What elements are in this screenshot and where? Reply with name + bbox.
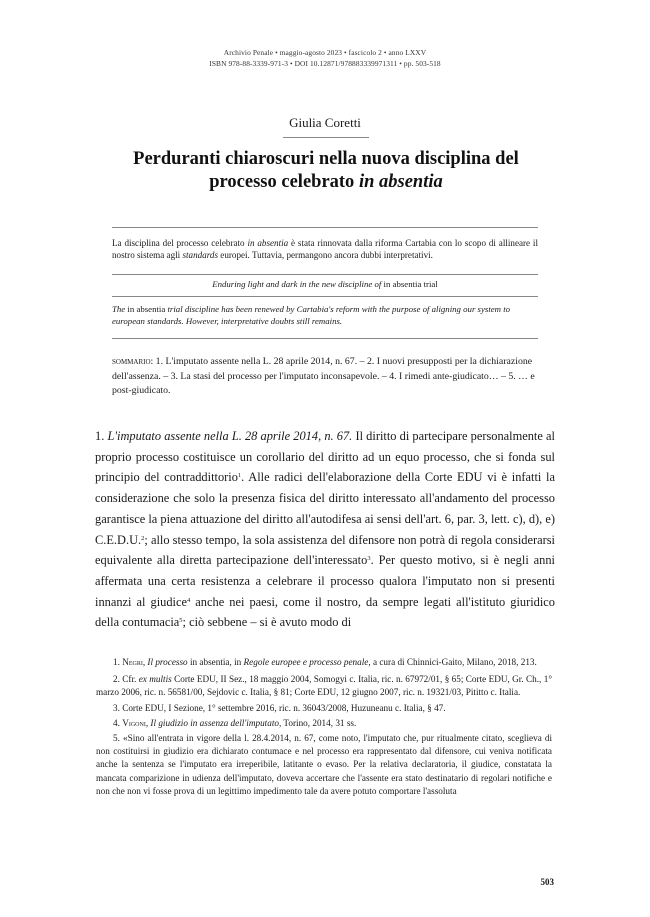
- footnote-author: Negri: [122, 657, 143, 667]
- footnote-text: Corte EDU, II Sez., 18 maggio 2004, Somogyi c. Italia, ric. n. 67972/01, § 65; Corte EDU, Gr. Ch., 1° marzo 2006, ric. n. 56581/00, Sejdovic c. Italia, § 81; Corte EDU, 12 giugno 2007, ric. n. 19321/03, Pititto c. Italia.: [96, 674, 552, 698]
- body-text: Il diritto di partecipare personalmente al proprio processo costituisce un corollario del diritto ad un equo processo, che si fonda sul principio del contraddittorio: [95, 429, 555, 485]
- abstract-italic-term: standards: [182, 250, 219, 261]
- footnote-text: ,: [145, 717, 151, 728]
- table-of-contents: [112, 355, 540, 399]
- abstract-italian: [112, 237, 538, 262]
- footnote-text: Corte EDU, I Sezione, 1° settembre 2016, ric. n. 36043/2008, Huzuneanu c. Italia, § 47.: [122, 702, 446, 713]
- abstract-en-text: trial discipline has been renewed by Cartabia's reform with the purpose of aligning our system to european standards. However, interpretative doubts still remains.: [112, 304, 511, 327]
- abstract-english: [112, 303, 538, 328]
- footnote-5: [96, 732, 552, 798]
- footnote-text: Cfr.: [122, 674, 139, 685]
- title-line-1: Perduranti chiaroscuri nella nuova disciplina del: [133, 149, 519, 169]
- abstract-top-rule: [112, 227, 538, 228]
- english-title-rule: [112, 296, 538, 297]
- footnote-title: Il giudizio in assenza dell'imputato: [150, 717, 279, 728]
- footnote-author: Vigoni: [122, 717, 146, 728]
- article-author: Giulia Coretti: [289, 115, 361, 130]
- sommario-text: 1. L'imputato assente nella L. 28 aprile 2014, n. 67. – 2. I nuovi presupposti per la dichiarazione dell'assenza. – 3. La stasi del processo per l'imputato inconsapevole. – 4. I rimedi ante-giudicato… – 5. … e post-giudicato.: [112, 356, 535, 397]
- body-paragraph: [95, 426, 555, 633]
- abstract-text: è stata rinnovata dalla riforma Cartabia con lo scopo di allineare il nostro sistema agli: [112, 238, 538, 261]
- footnote-ref[interactable]: 4: [187, 596, 191, 604]
- footnote-2: [96, 673, 552, 699]
- footnote-text: «Sino all'entrata in vigore della l. 28.4.2014, n. 67, come noto, l'imputato che, pur ritualmente citato, sceglieva di non costituirsi in giudizio era dichiarato contumace e nel processo era rappresentato dal difensore, cui veniva notificata anche la sentenza se l'imputato era irreperibile, latitante o evaso. Per la relativa declaratoria, il giudice, constatata la mancata comparizione in udienza dell'imputato, doveva accertare che l'assente era stato destinatario di regolari notifiche e non che non vi fosse prova di un legittimo impedimento tale da avere potuto comportare l'assoluta: [96, 733, 553, 796]
- body-text: . Per questo motivo, si è negli anni affermata una certa resistenza a celebrare il processo qualora l'imputato non si presenti innanzi al giudice: [95, 553, 556, 609]
- footnote-title: Il processo: [147, 657, 188, 667]
- english-title: [112, 279, 538, 289]
- page-number: 503: [540, 877, 554, 887]
- footnote-ref[interactable]: 5: [179, 617, 183, 625]
- footnote-text: in absentia, in: [187, 657, 244, 667]
- footnotes: [96, 656, 552, 800]
- footnote-text: , Torino, 2014, 31 ss.: [278, 717, 357, 728]
- footnote-3: [96, 702, 552, 715]
- abstract-italic-term: in absentia: [247, 238, 289, 248]
- abstract-en-roman: in absentia: [127, 304, 166, 314]
- footnote-number: 3.: [113, 702, 120, 713]
- abstract-text: La disciplina del processo celebrato: [112, 238, 248, 248]
- body-text: . Alle radici dell'elaborazione della Corte EDU vi è infatti la considerazione che solo la presenza fisica del diritto interessato all'andamento del processo garantisce la piena attuazione del diritto all'autodifesa ai sensi dell'art. 6, par. 3, lett. c), d), e) C.E.D.U.: [95, 470, 555, 547]
- footnote-number: 1.: [113, 657, 120, 667]
- abstract-bottom-rule: [112, 338, 538, 339]
- footnote-ref[interactable]: 2: [141, 534, 145, 542]
- section-heading: L'imputato assente nella L. 28 aprile 2014, n. 67.: [107, 429, 353, 443]
- body-text: anche nei paesi, come il nostro, da sempre legati all'istituto giuridico della contumacia: [95, 594, 555, 630]
- title-line-2-text: processo celebrato: [209, 172, 359, 192]
- footnote-4: [96, 717, 552, 730]
- title-line-2: [70, 171, 582, 194]
- section-number: 1.: [95, 429, 108, 443]
- english-title-text: Enduring light and dark in the new discipline of: [212, 279, 384, 289]
- footnote-text: ,: [142, 657, 148, 667]
- sommario-label: sommario:: [112, 356, 154, 367]
- title-line-2-italic: in absentia: [358, 172, 443, 192]
- author-divider: [283, 137, 369, 138]
- english-title-roman: in absentia trial: [383, 279, 438, 289]
- article-title: [70, 148, 582, 194]
- abstract-en-text: The: [112, 304, 128, 314]
- body-text: ; allo stesso tempo, la sola assistenza del difensore non potrà di regola considerarsi equivalente alla diretta partecipazione dell'interessato: [95, 532, 555, 568]
- footnote-text: , a cura di Chinnici-Gaito, Milano, 2018, 213.: [368, 657, 537, 667]
- abstract-text: europei. Tuttavia, permangono ancora dubbi interpretativi.: [218, 250, 433, 261]
- footnote-title: Regole europee e processo penale: [243, 657, 369, 667]
- abstract-mid-rule: [112, 274, 538, 275]
- journal-isbn-line: ISBN 978-88-3339-971-3 • DOI 10.12871/978883339971311 • pp. 503-518: [209, 59, 441, 68]
- footnote-1: [96, 656, 552, 669]
- footnote-ref[interactable]: 1: [237, 472, 242, 480]
- footnote-number: 4.: [113, 717, 120, 728]
- footnote-number: 5.: [113, 733, 120, 744]
- journal-header-line: Archivio Penale • maggio-agosto 2023 • fascicolo 2 • anno LXXV: [223, 48, 427, 57]
- footnote-ref[interactable]: 3: [367, 555, 371, 563]
- body-text: ; ciò sebbene – si è avuto modo di: [182, 615, 352, 630]
- footnote-italic: ex multis: [138, 674, 172, 685]
- footnote-number: 2.: [113, 674, 120, 685]
